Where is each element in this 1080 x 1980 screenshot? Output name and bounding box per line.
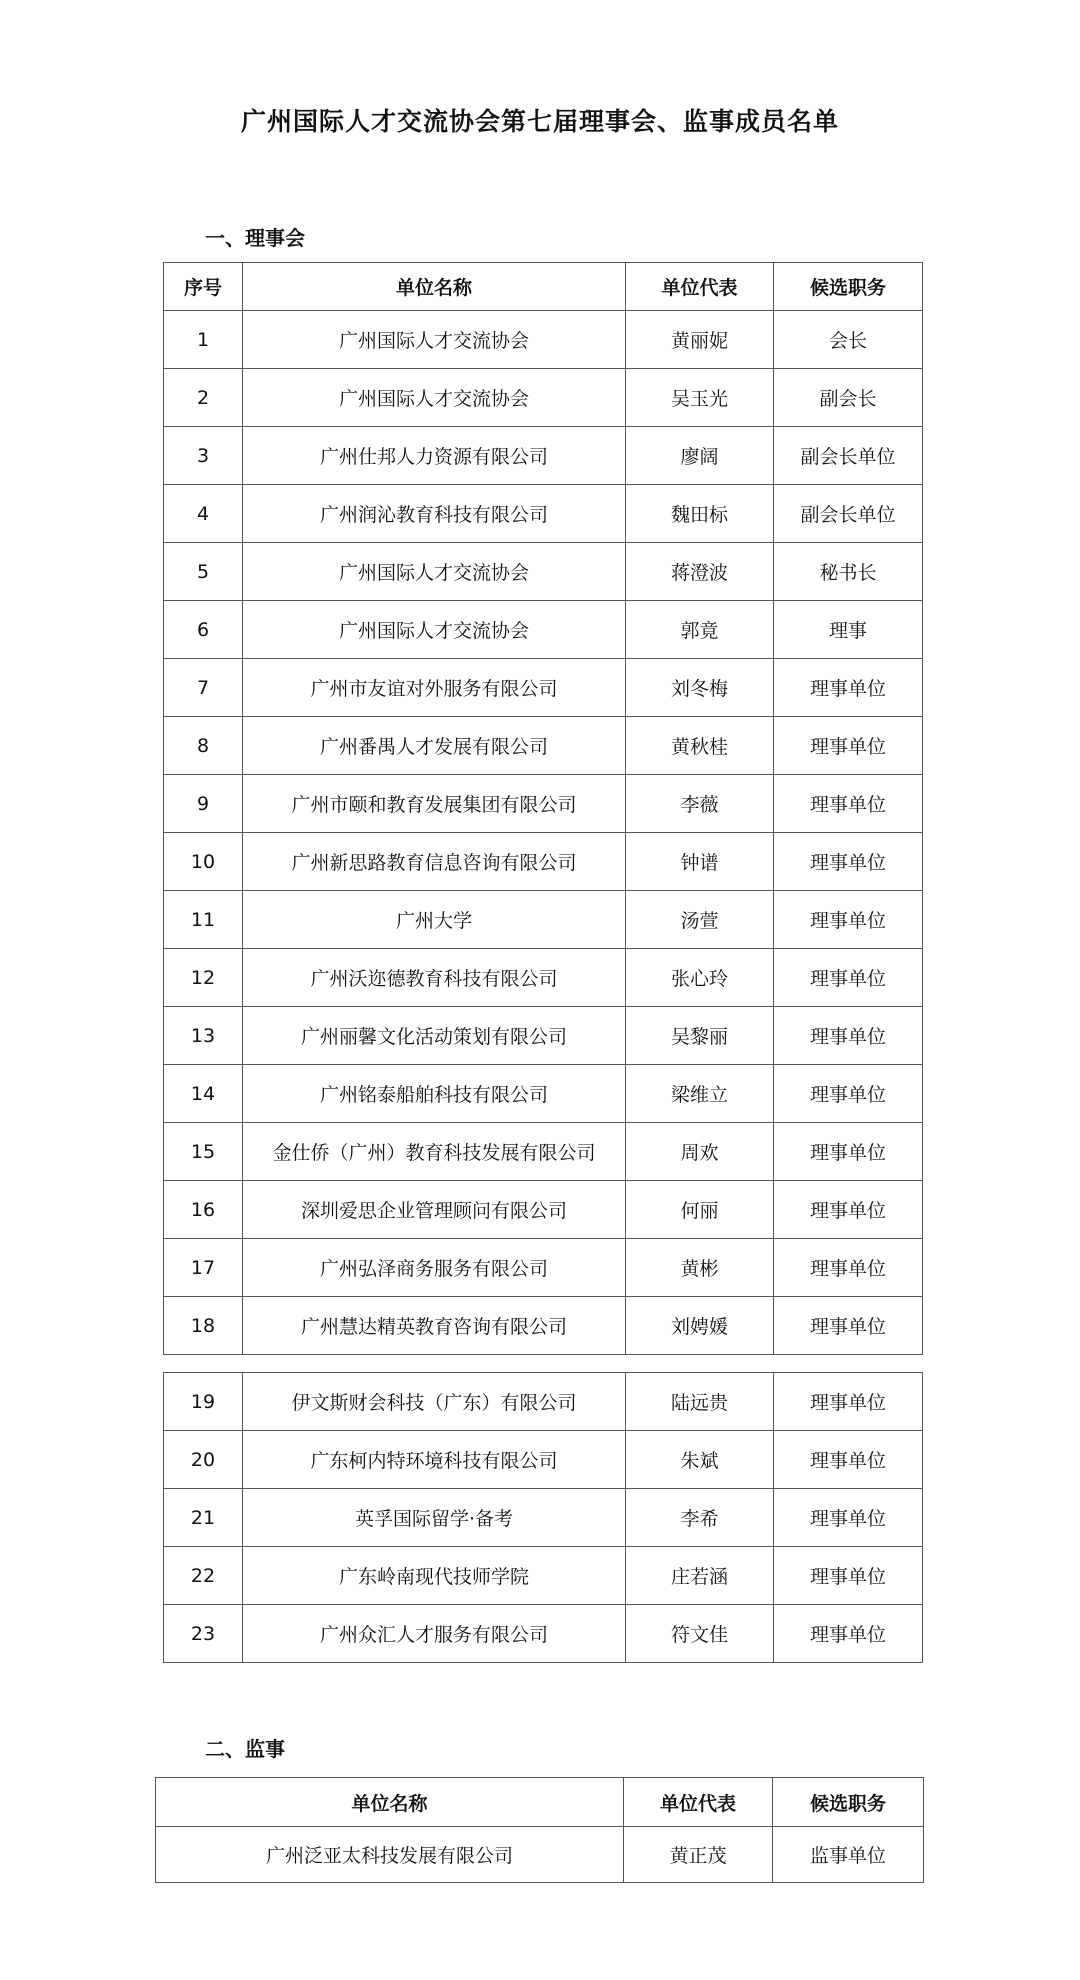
table-cell: 理事单位 — [774, 659, 923, 717]
table-cell: 朱斌 — [626, 1431, 774, 1489]
table-cell: 何丽 — [626, 1181, 774, 1239]
table-cell: 会长 — [774, 311, 923, 369]
table-cell: 广州慧达精英教育咨询有限公司 — [243, 1297, 626, 1355]
table-cell: 李希 — [626, 1489, 774, 1547]
table-cell: 广州市颐和教育发展集团有限公司 — [243, 775, 626, 833]
section-heading-supervisor: 二、监事 — [205, 1737, 285, 1761]
table-row — [164, 369, 923, 427]
table-cell: 刘娉媛 — [626, 1297, 774, 1355]
table-cell: 理事单位 — [774, 1605, 923, 1663]
table-cell: 秘书长 — [774, 543, 923, 601]
table-cell: 张心玲 — [626, 949, 774, 1007]
table-row — [164, 485, 923, 543]
table-cell: 理事单位 — [774, 1297, 923, 1355]
table-cell: 广州国际人才交流协会 — [243, 369, 626, 427]
table-row — [164, 891, 923, 949]
table-cell: 梁维立 — [626, 1065, 774, 1123]
table-cell: 4 — [164, 485, 243, 543]
table-row — [164, 543, 923, 601]
table-cell: 2 — [164, 369, 243, 427]
table-row — [164, 1431, 923, 1489]
table-cell: 8 — [164, 717, 243, 775]
table-cell: 理事单位 — [774, 1547, 923, 1605]
table-row — [164, 1489, 923, 1547]
table-cell: 刘冬梅 — [626, 659, 774, 717]
table-row — [164, 1297, 923, 1355]
table-row — [156, 1827, 924, 1883]
table-cell: 廖阔 — [626, 427, 774, 485]
table-cell: 理事单位 — [774, 717, 923, 775]
table-cell: 14 — [164, 1065, 243, 1123]
table-cell: 副会长 — [774, 369, 923, 427]
table-cell: 庄若涵 — [626, 1547, 774, 1605]
table-cell: 黄正茂 — [624, 1827, 773, 1883]
table-row — [164, 1605, 923, 1663]
column-header: 单位代表 — [626, 263, 774, 311]
column-header: 单位代表 — [624, 1778, 773, 1827]
column-header: 候选职务 — [773, 1778, 924, 1827]
table-cell: 郭竟 — [626, 601, 774, 659]
table-cell: 广东岭南现代技师学院 — [243, 1547, 626, 1605]
table-cell: 20 — [164, 1431, 243, 1489]
table-row — [164, 1007, 923, 1065]
table-cell: 深圳爱思企业管理顾问有限公司 — [243, 1181, 626, 1239]
column-header: 单位名称 — [243, 263, 626, 311]
table-row — [164, 601, 923, 659]
table-cell: 21 — [164, 1489, 243, 1547]
table-cell: 17 — [164, 1239, 243, 1297]
table-cell: 蒋澄波 — [626, 543, 774, 601]
table-cell: 理事单位 — [774, 949, 923, 1007]
table-header-row — [164, 263, 923, 311]
table-cell: 吴黎丽 — [626, 1007, 774, 1065]
table-cell: 黄彬 — [626, 1239, 774, 1297]
table-cell: 1 — [164, 311, 243, 369]
table-cell: 广州润沁教育科技有限公司 — [243, 485, 626, 543]
table-row — [164, 1547, 923, 1605]
table-row — [164, 717, 923, 775]
table-cell: 19 — [164, 1373, 243, 1431]
page-title: 广州国际人才交流协会第七届理事会、监事成员名单 — [240, 107, 839, 136]
table-cell: 理事单位 — [774, 1007, 923, 1065]
table-cell: 广州新思路教育信息咨询有限公司 — [243, 833, 626, 891]
table-cell: 广州仕邦人力资源有限公司 — [243, 427, 626, 485]
table-header-row — [156, 1778, 924, 1827]
table-cell: 理事单位 — [774, 1373, 923, 1431]
table-cell: 钟谱 — [626, 833, 774, 891]
table-row — [164, 775, 923, 833]
table-cell: 副会长单位 — [774, 427, 923, 485]
table-row — [164, 1065, 923, 1123]
section-heading-council: 一、理事会 — [205, 226, 305, 250]
column-header: 序号 — [164, 263, 243, 311]
table-cell: 广州丽馨文化活动策划有限公司 — [243, 1007, 626, 1065]
table-cell: 理事单位 — [774, 1181, 923, 1239]
table-cell: 广州沃迩德教育科技有限公司 — [243, 949, 626, 1007]
column-header: 候选职务 — [774, 263, 923, 311]
table-cell: 黄秋桂 — [626, 717, 774, 775]
table-row — [164, 1373, 923, 1431]
council-table-continued — [163, 1372, 923, 1663]
table-cell: 周欢 — [626, 1123, 774, 1181]
table-cell: 6 — [164, 601, 243, 659]
table-cell: 广州弘泽商务服务有限公司 — [243, 1239, 626, 1297]
table-cell: 13 — [164, 1007, 243, 1065]
table-cell: 15 — [164, 1123, 243, 1181]
table-cell: 9 — [164, 775, 243, 833]
table-cell: 广州市友谊对外服务有限公司 — [243, 659, 626, 717]
table-cell: 理事单位 — [774, 1065, 923, 1123]
table-cell: 理事 — [774, 601, 923, 659]
table-cell: 理事单位 — [774, 1431, 923, 1489]
table-cell: 广州铭泰船舶科技有限公司 — [243, 1065, 626, 1123]
table-cell: 陆远贵 — [626, 1373, 774, 1431]
table-cell: 理事单位 — [774, 891, 923, 949]
table-cell: 吴玉光 — [626, 369, 774, 427]
table-row — [164, 311, 923, 369]
table-cell: 3 — [164, 427, 243, 485]
council-table — [163, 262, 923, 1355]
table-cell: 金仕侨（广州）教育科技发展有限公司 — [243, 1123, 626, 1181]
table-cell: 理事单位 — [774, 1239, 923, 1297]
table-cell: 广州国际人才交流协会 — [243, 311, 626, 369]
table-cell: 理事单位 — [774, 1123, 923, 1181]
table-cell: 伊文斯财会科技（广东）有限公司 — [243, 1373, 626, 1431]
table-cell: 理事单位 — [774, 775, 923, 833]
table-row — [164, 1181, 923, 1239]
table-cell: 广州众汇人才服务有限公司 — [243, 1605, 626, 1663]
table-cell: 理事单位 — [774, 1489, 923, 1547]
table-cell: 广州国际人才交流协会 — [243, 543, 626, 601]
table-cell: 广州番禺人才发展有限公司 — [243, 717, 626, 775]
table-cell: 23 — [164, 1605, 243, 1663]
table-cell: 符文佳 — [626, 1605, 774, 1663]
table-cell: 10 — [164, 833, 243, 891]
table-row — [164, 1239, 923, 1297]
table-cell: 魏田标 — [626, 485, 774, 543]
column-header: 单位名称 — [156, 1778, 624, 1827]
table-cell: 11 — [164, 891, 243, 949]
table-row — [164, 427, 923, 485]
table-row — [164, 1123, 923, 1181]
table-row — [164, 949, 923, 1007]
table-cell: 黄丽妮 — [626, 311, 774, 369]
table-cell: 7 — [164, 659, 243, 717]
table-cell: 副会长单位 — [774, 485, 923, 543]
table-row — [164, 659, 923, 717]
table-cell: 广州泛亚太科技发展有限公司 — [156, 1827, 624, 1883]
table-cell: 16 — [164, 1181, 243, 1239]
table-cell: 广州大学 — [243, 891, 626, 949]
table-cell: 5 — [164, 543, 243, 601]
table-cell: 李薇 — [626, 775, 774, 833]
table-cell: 22 — [164, 1547, 243, 1605]
table-cell: 18 — [164, 1297, 243, 1355]
table-cell: 英孚国际留学·备考 — [243, 1489, 626, 1547]
table-row — [164, 833, 923, 891]
supervisor-table — [155, 1777, 924, 1883]
table-cell: 监事单位 — [773, 1827, 924, 1883]
table-cell: 12 — [164, 949, 243, 1007]
table-cell: 广东柯内特环境科技有限公司 — [243, 1431, 626, 1489]
table-cell: 广州国际人才交流协会 — [243, 601, 626, 659]
table-cell: 汤萱 — [626, 891, 774, 949]
table-cell: 理事单位 — [774, 833, 923, 891]
